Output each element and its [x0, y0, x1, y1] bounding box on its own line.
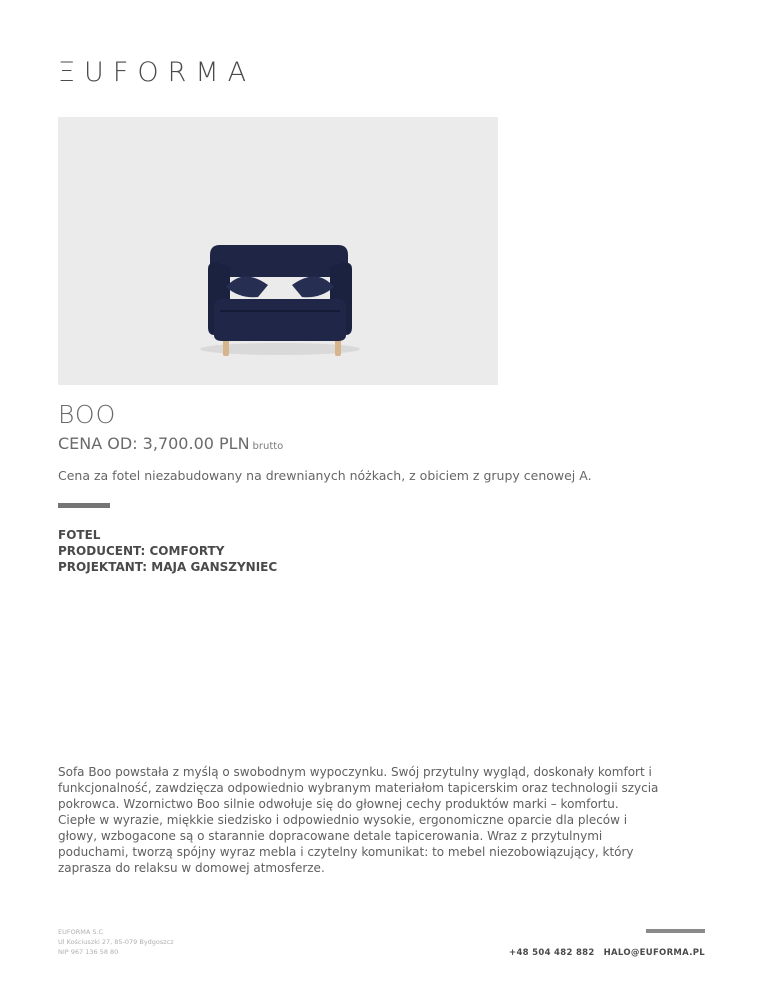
description-line: pokrowca. Wzornictwo Boo silnie odwołuje się do głownej cechy produktów marki – komfortu. [58, 797, 619, 811]
company-nip: NIP 967 136 58 80 [58, 948, 119, 956]
description-line: funkcjonalność, zawdzięcza odpowiednio wybranym materiałom tapicerskim oraz technologii szycia [58, 781, 659, 795]
price-value: CENA OD: 3,700.00 PLN [58, 434, 250, 453]
spec-producer: PRODUCENT: COMFORTY [58, 544, 225, 558]
product-specs [58, 527, 277, 575]
phone-link[interactable]: +48 504 482 882 [509, 948, 595, 958]
description-line: Ciepłe w wyrazie, miękkie siedzisko i odpowiednio wysokie, ergonomiczne oparcie dla pleców i [58, 813, 628, 827]
description-line: zaprasza do relaksu w domowej atmosferze. [58, 861, 325, 875]
left-cushion [226, 276, 268, 297]
price-suffix: brutto [252, 441, 284, 452]
description-line: głowy, wzbogacone są o starannie dopracowane detale tapicerowania. Wraz z przytulnymi [58, 829, 603, 843]
seat [214, 299, 346, 341]
email-link[interactable]: HALO@EUFORMA.PL [603, 948, 705, 958]
spec-designer: PROJEKTANT: MAJA GANSZYNIEC [58, 560, 278, 574]
company-name: EUFORMA S.C [58, 928, 104, 936]
product-photo [58, 117, 498, 385]
footer-divider [646, 929, 705, 933]
spec-category: FOTEL [58, 528, 101, 542]
brand-logo[interactable]: ΞUFORMA [58, 57, 256, 88]
armchair-illustration [58, 117, 498, 385]
company-address: Ul Kościuszki 27, 85-079 Bydgoszcz [58, 938, 174, 946]
backrest [210, 245, 348, 277]
description-line: Sofa Boo powstała z myślą o swobodnym wypoczynku. Swój przytulny wygląd, doskonały komfort i [58, 765, 652, 779]
contact-info [509, 947, 705, 959]
description-line: poduchami, tworzą spójny wyraz mebla i czytelny komunikat: to mebel niezobowiązujący, który [58, 845, 634, 859]
price-note: Cena za fotel niezabudowany na drewnianych nóżkach, z obiciem z grupy cenowej A. [58, 468, 592, 483]
price [58, 433, 283, 458]
right-cushion [292, 276, 334, 297]
product-name: BOO [58, 400, 117, 429]
company-info [58, 927, 174, 957]
product-description [58, 764, 708, 876]
section-divider [58, 503, 110, 508]
